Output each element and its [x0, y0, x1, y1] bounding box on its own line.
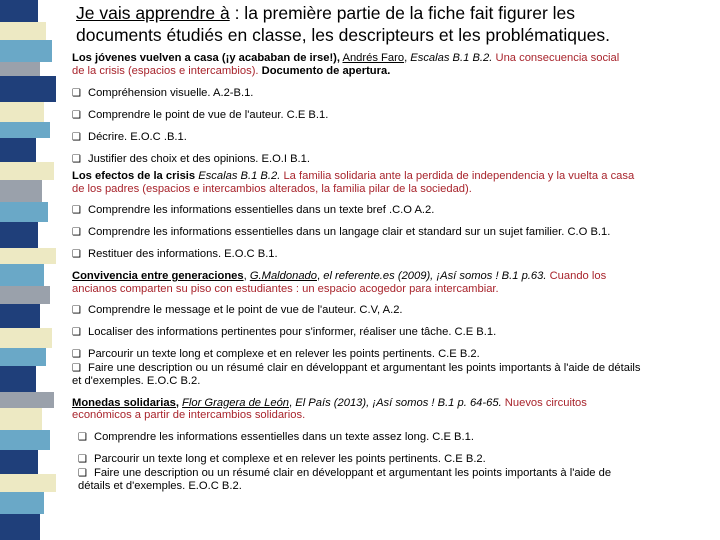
document-body: [72, 0, 717, 492]
list-item: ❑ Comprendre les informations essentielles dans un langage clair et standard sur un sujet familier. C.O B.1.: [72, 226, 611, 238]
checkbox-bullet-icon: ❑: [72, 132, 81, 143]
list-item-continuation: et d'exemples. E.O.C B.2.: [72, 375, 201, 387]
checkbox-bullet-icon: ❑: [78, 467, 87, 479]
checkbox-bullet-icon: ❑: [72, 154, 81, 165]
list-item-continuation: détails et d'exemples. E.O.C B.2.: [78, 479, 242, 492]
checkbox-bullet-icon: ❑: [72, 305, 81, 316]
list-item: ❑ Comprendre les informations essentielles dans un texte assez long. C.E B.1.: [78, 430, 474, 443]
decorative-stripe-bar: [0, 0, 60, 540]
section-heading: Monedas solidarias, Flor Gragera de León, El País (2013), ¡Así somos ! B.1 p. 64-65. Nuevos circuitos económicos a partir de intercambios solidarios.: [72, 396, 587, 421]
list-item: ❑ Faire une description ou un résumé clair en développant et argumentant les points importants à l'aide de: [78, 466, 612, 479]
checkbox-bullet-icon: ❑: [72, 249, 81, 260]
list-item: ❑ Compréhension visuelle. A.2-B.1.: [72, 87, 254, 99]
list-item: ❑ Parcourir un texte long et complexe et en relever les points pertinents. C.E B.2.: [78, 452, 486, 465]
checkbox-bullet-icon: ❑: [78, 453, 87, 465]
checkbox-bullet-icon: ❑: [72, 205, 81, 216]
checkbox-bullet-icon: ❑: [72, 327, 81, 338]
checkbox-bullet-icon: ❑: [72, 88, 81, 99]
list-item: ❑ Comprendre les informations essentielles dans un texte bref .C.O A.2.: [72, 204, 435, 216]
page-title: [76, 2, 717, 46]
checkbox-bullet-icon: ❑: [72, 363, 81, 374]
checkbox-bullet-icon: ❑: [72, 349, 81, 360]
checkbox-bullet-icon: ❑: [72, 110, 81, 121]
section-heading: Convivencia entre generaciones, G.Maldonado, el referente.es (2009), ¡Así somos ! B.1 p.63. Cuando los ancianos comparten su piso con estudiantes : un espacio acogedor para intercambiar.: [72, 270, 607, 295]
list-item: ❑ Restituer des informations. E.O.C B.1.: [72, 248, 278, 260]
section-efectos: [72, 170, 717, 261]
section-heading: Los efectos de la crisis Escalas B.1 B.2. La familia solidaria ante la perdida de independencia y la vuelta a casa de los padres (espacios e intercambios alterados, la familia pilar de la sociedad).: [72, 170, 635, 195]
checkbox-bullet-icon: ❑: [72, 227, 81, 238]
list-item: ❑ Décrire. E.O.C .B.1.: [72, 131, 187, 143]
list-item: ❑ Comprendre le point de vue de l'auteur. C.E B.1.: [72, 109, 329, 121]
title-line-2: documents étudiés en classe, les descripteurs et les problématiques.: [76, 25, 611, 45]
title-rest: : la première partie de la fiche fait figurer les: [229, 3, 576, 23]
list-item: ❑ Comprendre le message et le point de vue de l'auteur. C.V, A.2.: [72, 304, 403, 316]
section-jovenes: [72, 52, 717, 166]
section-convivencia: [72, 270, 717, 388]
title-lead: Je vais apprendre à: [76, 3, 230, 23]
list-item: ❑ Faire une description ou un résumé clair en développant et argumentant les points importants à l'aide de détails: [72, 362, 641, 374]
list-item: ❑ Localiser des informations pertinentes pour s'informer, réaliser une tâche. C.E B.1.: [72, 326, 497, 338]
section-monedas: [72, 397, 717, 493]
checkbox-bullet-icon: ❑: [78, 431, 87, 443]
list-item: ❑ Justifier des choix et des opinions. E.O.I B.1.: [72, 153, 310, 165]
section-heading: Los jóvenes vuelven a casa (¡y acababan de irse!), Andrés Faro, Escalas B.1 B.2. Una consecuencia social de la crisis (espacios e intercambios). Documento de apertura.: [72, 52, 620, 77]
list-item: ❑ Parcourir un texte long et complexe et en relever les points pertinents. C.E B.2.: [72, 348, 480, 360]
